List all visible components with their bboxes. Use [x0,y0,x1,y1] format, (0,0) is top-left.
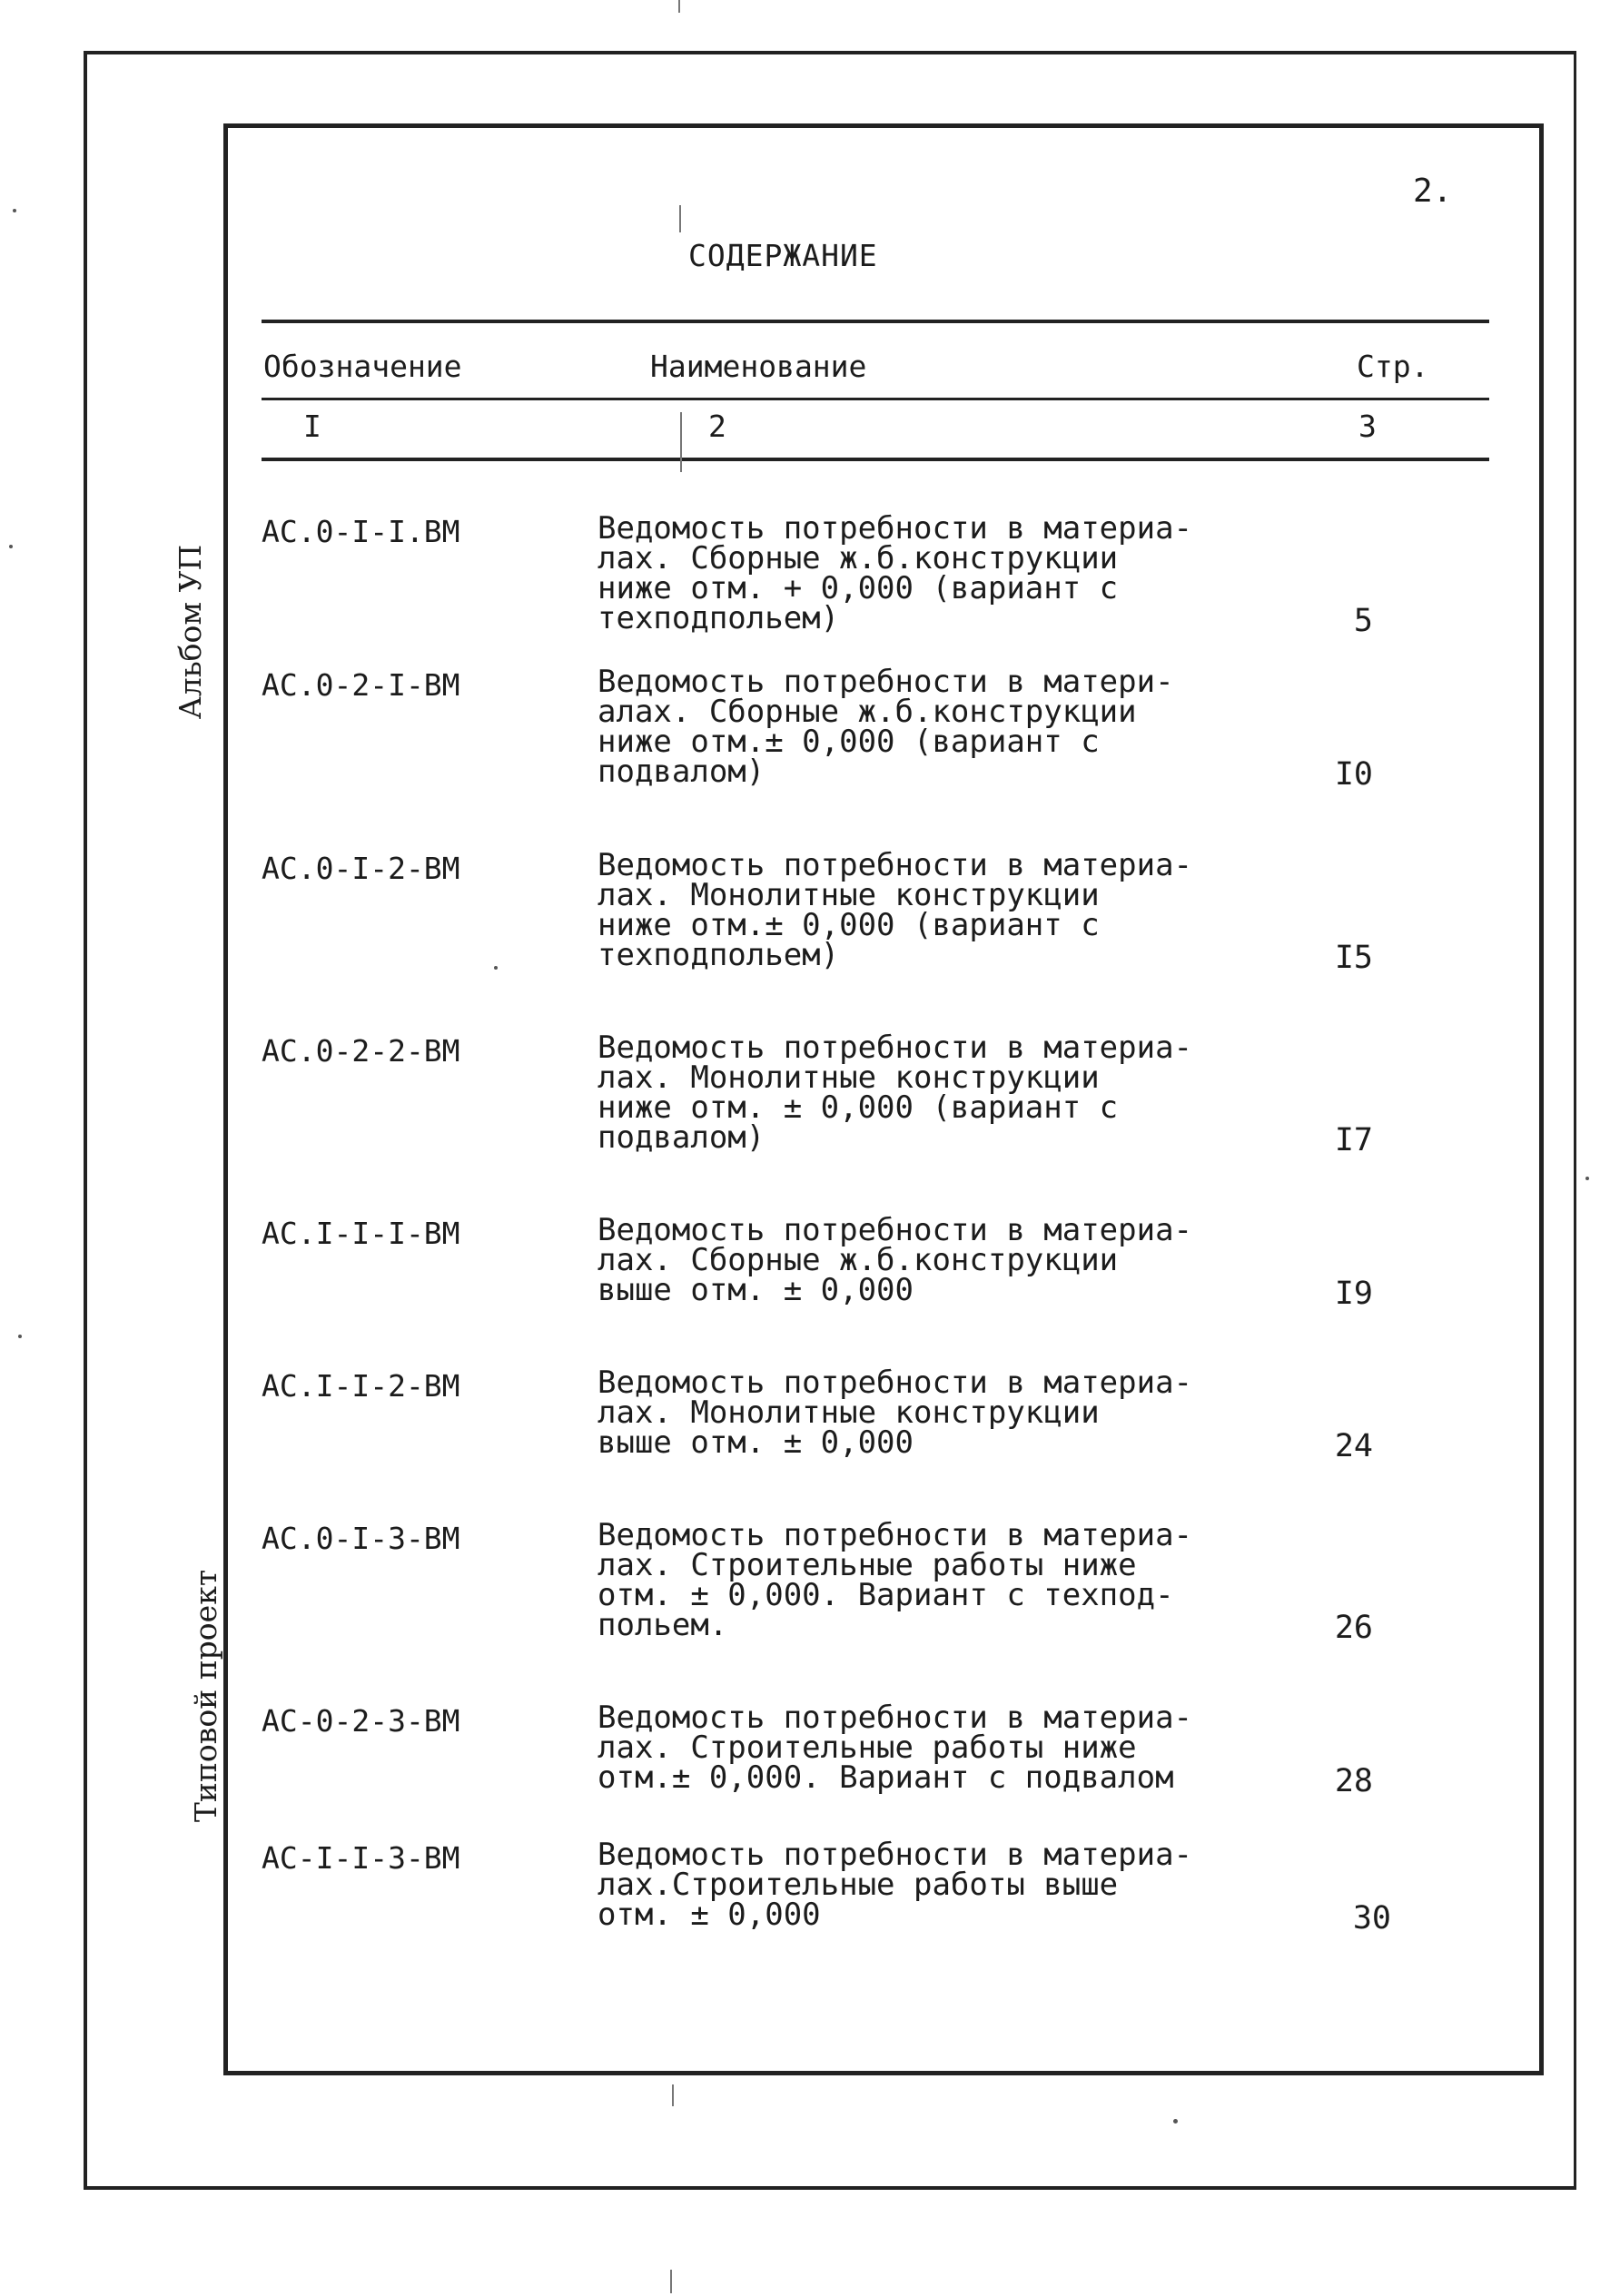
row-code: АС.0-I-2-ВМ [262,851,460,886]
table-row [262,1837,1489,2004]
scan-speck [13,209,16,212]
row-name: Ведомость потребности в материа- лах. Монолитные конструкции ниже отм.± 0,000 (вариант с техподпольем) [598,847,1193,973]
binding-mark [670,2270,672,2293]
row-code: АС.0-I-I.ВМ [262,514,460,549]
row-name: Ведомость потребности в материа- лах.Строительные работы выше отм. ± 0,000 [598,1837,1193,1933]
row-name: Ведомость потребности в материа- лах. Монолитные конструкции выше отм. ± 0,000 [598,1365,1193,1461]
row-code: АС-I-I-3-ВМ [262,1840,460,1876]
column-number-3: 3 [1358,409,1377,444]
table-row [262,1212,1489,1379]
binding-mark [678,0,680,13]
header-name: Наименование [650,349,867,384]
table-row [262,1517,1489,1684]
row-code: АС.0-I-3-ВМ [262,1521,460,1556]
row-code: АС.0-2-2-ВМ [262,1033,460,1069]
column-number-2: 2 [708,409,726,444]
column-number-rule [262,458,1489,461]
scan-speck [18,1335,22,1338]
table-row [262,664,1489,831]
page-title: СОДЕРЖАНИЕ [688,238,878,273]
row-page: I9 [1334,1276,1373,1312]
row-code: АС.0-2-I-ВМ [262,667,460,703]
row-name: Ведомость потребности в материа- лах. Сборные ж.б.конструкции ниже отм. + 0,000 (вариант с техподпольем) [598,510,1193,636]
row-name: Ведомость потребности в материа- лах. Строительные работы ниже отм.± 0,000. Вариант с подвалом [598,1700,1193,1796]
page-number: 2. [1413,172,1453,210]
row-page: 28 [1334,1763,1373,1799]
row-code: АС.I-I-I-ВМ [262,1216,460,1251]
table-row [262,510,1489,677]
column-number-1: I [303,409,321,444]
scan-speck [1173,2119,1178,2124]
row-name: Ведомость потребности в материа- лах. Строительные работы ниже отм. ± 0,000. Вариант с техпод- польем. [598,1517,1193,1643]
header-page: Стр. [1357,349,1429,384]
side-label-project: Типовой проект [188,1569,223,1823]
row-page: I0 [1334,756,1373,793]
binding-mark [672,2084,674,2106]
table-top-rule [262,320,1489,323]
scan-speck [1585,1177,1589,1180]
row-code: АС.I-I-2-ВМ [262,1368,460,1404]
table-row [262,847,1489,1014]
row-page: 5 [1353,603,1373,639]
row-name: Ведомость потребности в материа- лах. Сборные ж.б.конструкции выше отм. ± 0,000 [598,1212,1193,1308]
row-name: Ведомость потребности в материа- лах. Монолитные конструкции ниже отм. ± 0,000 (вариант с подвалом) [598,1030,1193,1156]
row-page: 30 [1352,1900,1391,1936]
header-code: Обозначение [263,349,462,384]
binding-mark [679,205,681,232]
side-label-album: Альбом УП [173,544,208,720]
binding-mark [680,412,682,472]
table-row [262,1365,1489,1532]
scan-speck [9,545,13,548]
row-name: Ведомость потребности в матери- алах. Сборные ж.б.конструкции ниже отм.± 0,000 (вариант с подвалом) [598,664,1174,790]
row-page: 26 [1334,1610,1373,1646]
scan-speck [494,966,498,970]
row-page: I5 [1334,940,1373,976]
table-row [262,1030,1489,1197]
header-rule [262,398,1489,400]
row-page: 24 [1334,1428,1373,1464]
row-page: I7 [1334,1122,1373,1158]
row-code: АС-0-2-3-ВМ [262,1703,460,1739]
